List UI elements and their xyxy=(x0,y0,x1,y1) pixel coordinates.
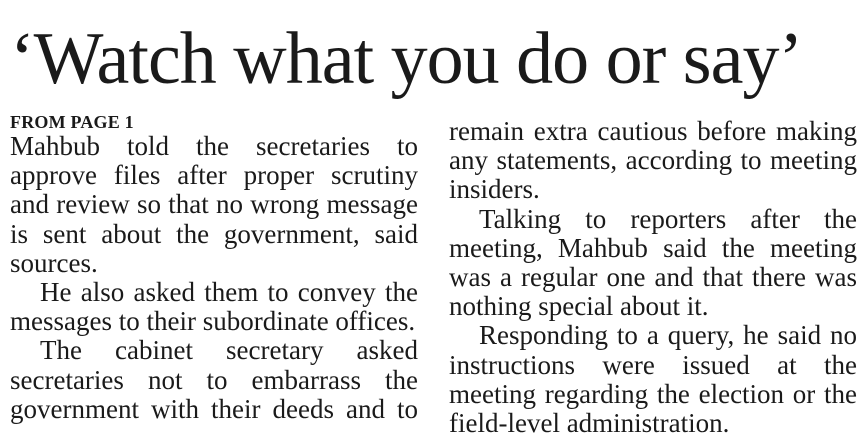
body-paragraph: Responding to a query, he said no instructions were issued at the meeting regarding the election or the field-level administration. xyxy=(449,320,857,438)
body-paragraph: remain extra cautious before making any statements, according to meeting insiders. xyxy=(449,116,857,205)
continuation-kicker: FROM PAGE 1 xyxy=(10,112,134,132)
body-paragraph: Talking to reporters after the meeting, Mahbub said the meeting was a regular one and that there was nothing special about it. xyxy=(449,203,857,322)
article-column-right xyxy=(449,117,857,438)
body-paragraph: Mahbub told the secretaries to approve files after proper scrutiny and review so that no wrong message is sent about the government, said sources. xyxy=(10,131,418,278)
body-paragraph: The cabinet secretary asked secretaries not to embarrass the government with their deeds and to xyxy=(10,335,418,424)
article-column-left xyxy=(10,112,418,424)
headline: ‘Watch what you do or say’ xyxy=(10,18,803,100)
body-paragraph: He also asked them to convey the messages to their subordinate offices. xyxy=(10,277,418,337)
